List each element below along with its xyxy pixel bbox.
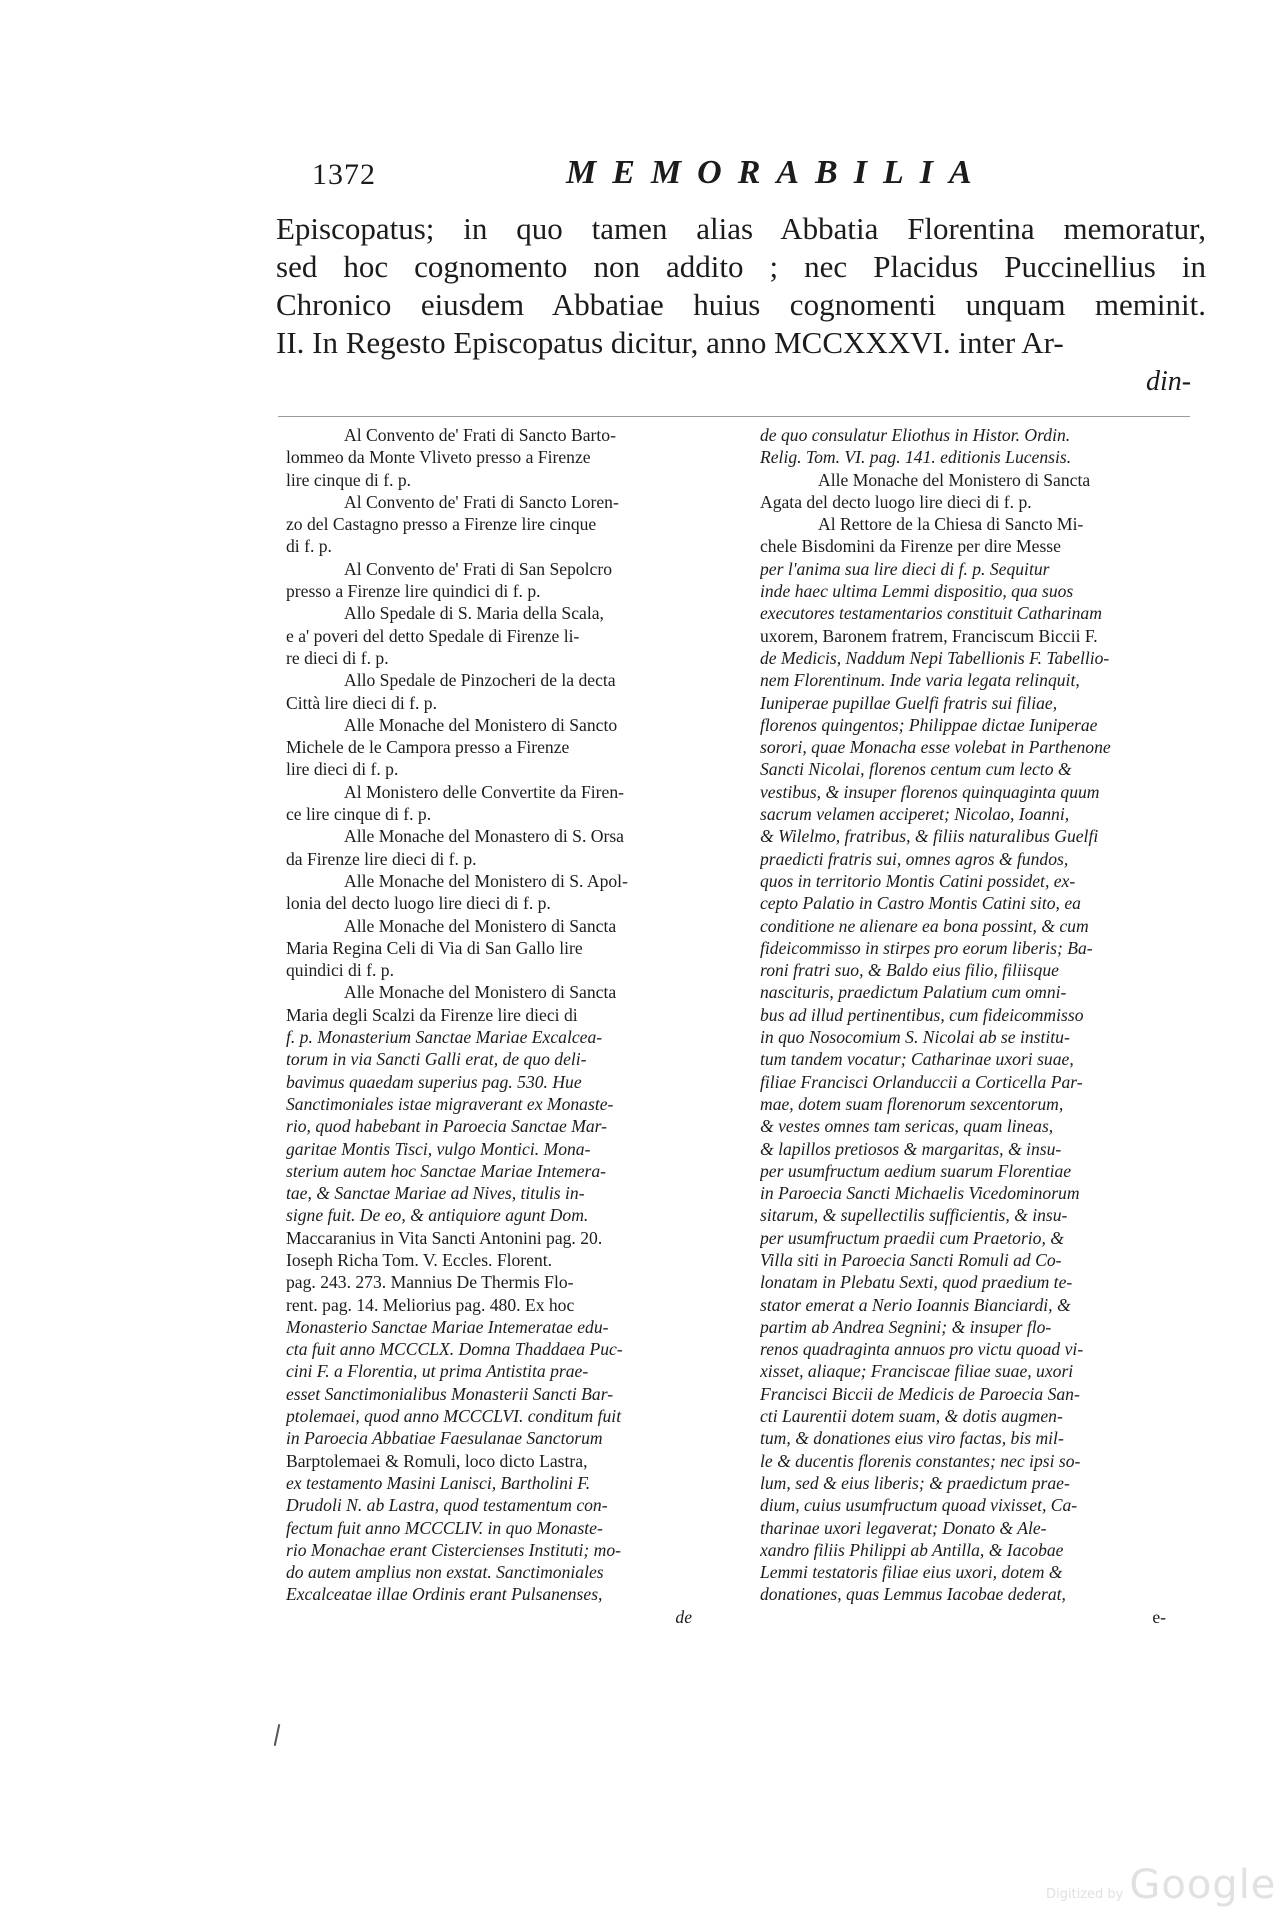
footnote-line: Iuniperae pupillae Guelfi fratris sui filiae,	[760, 692, 1058, 713]
footnote-line: Barptolemaei & Romuli, loco dicto Lastra,	[286, 1450, 588, 1471]
footnote-line: vestibus, & insuper florenos quinquaginta quum	[760, 781, 1100, 802]
footnote-line: donationes, quas Lemmus Iacobae dederat,	[760, 1584, 1066, 1605]
footnote-line: da Firenze lire dieci di f. p.	[286, 848, 477, 869]
page-number: 1372	[312, 158, 376, 191]
footnote-line: tharinae uxori legaverat; Donato & Ale-	[760, 1517, 1047, 1538]
footnote-line: & vestes omnes tam sericas, quam lineas,	[760, 1116, 1054, 1137]
footnote-line: mae, dotem suam florenorum sexcentorum,	[760, 1093, 1064, 1114]
footnote-line: Monasterio Sanctae Mariae Intemeratae edu-	[286, 1316, 609, 1337]
footnote-line: le & ducentis florenis constantes; nec ipsi so-	[760, 1450, 1081, 1471]
footnote-line: de Medicis, Naddum Nepi Tabellionis F. Tabellio-	[760, 647, 1110, 668]
footnote-line: roni fratri suo, & Baldo eius filio, filiisque	[760, 960, 1059, 981]
footnote-line: garitae Montis Tisci, vulgo Montici. Mona-	[286, 1138, 591, 1159]
footnote-line: Città lire dieci di f. p.	[286, 692, 437, 713]
footnote-line: partim ab Andrea Segnini; & insuper flo-	[760, 1316, 1052, 1337]
footnote-line: de	[675, 1606, 692, 1627]
footnote-line: tum tandem vocatur; Catharinae uxori suae,	[760, 1049, 1074, 1070]
footnote-line: zo del Castagno presso a Firenze lire cinque	[286, 514, 597, 535]
footnote-line: sorori, quae Monacha esse volebat in Parthenone	[760, 737, 1111, 758]
main-text-line: sed hoc cognomento non addito ; nec Placidus Puccinellius in	[276, 249, 1206, 284]
footnote-line: in Paroecia Sancti Michaelis Vicedominorum	[760, 1183, 1080, 1204]
footnote-line: tum, & donationes eius viro factas, bis mil-	[760, 1428, 1064, 1449]
footnote-line: fideicommisso in stirpes pro eorum liberis; Ba-	[760, 937, 1093, 958]
footnote-line: Villa siti in Paroecia Sancti Romuli ad Co-	[760, 1249, 1062, 1270]
scan-watermark	[1046, 1862, 1276, 1908]
footnote-line: Al Convento de' Frati di Sancto Loren-	[344, 491, 619, 512]
footnote-line: e a' poveri del detto Spedale di Firenze li-	[286, 625, 580, 646]
footnote-line: Alle Monache del Monistero di Sancta	[344, 982, 617, 1003]
footnote-line: e-	[1152, 1606, 1166, 1627]
footnote-line: Alle Monache del Monistero di Sancto	[344, 714, 618, 735]
footnote-line: quindici di f. p.	[286, 960, 394, 981]
footnote-line: Maria Regina Celi di Via di San Gallo lire	[286, 937, 583, 958]
footnote-line: di f. p.	[286, 536, 332, 557]
footnote-line: & Wilelmo, fratribus, & filiis naturalibus Guelfi	[760, 826, 1099, 847]
footnote-line: Sanctimoniales istae migraverant ex Monaste-	[286, 1093, 614, 1114]
footnote-line: signe fuit. De eo, & antiquiore agunt Dom.	[286, 1205, 589, 1226]
footnote-line: do autem amplius non exstat. Sanctimoniales	[286, 1562, 604, 1583]
footnote-line: bus ad illud pertinentibus, cum fideicommisso	[760, 1004, 1084, 1025]
footnote-line: per usumfructum praedii cum Praetorio, &	[760, 1227, 1064, 1248]
footnote-line: chele Bisdomini da Firenze per dire Messe	[760, 536, 1061, 557]
main-text-line: Chronico eiusdem Abbatiae huius cognomenti unquam meminit.	[276, 287, 1206, 322]
footnote-line: cta fuit anno MCCCLX. Domna Thaddaea Puc-	[286, 1339, 623, 1360]
footnote-line: fectum fuit anno MCCCLIV. in quo Monaste-	[286, 1517, 603, 1538]
footnote-line: xandro filiis Philippi ab Antilla, & Iacobae	[760, 1539, 1064, 1560]
footnote-line: Al Rettore de la Chiesa di Sancto Mi-	[818, 514, 1084, 535]
footnote-line: Agata del decto luogo lire dieci di f. p.	[760, 491, 1032, 512]
footnote-line: filiae Francisci Orlanduccii a Corticella Par-	[760, 1071, 1083, 1092]
footnote-line: in Paroecia Abbatiae Faesulanae Sanctorum	[286, 1428, 603, 1449]
footnote-line: lire dieci di f. p.	[286, 759, 399, 780]
footnote-line: ptolemaei, quod anno MCCCLVI. conditum fuit	[286, 1406, 622, 1427]
footnote-line: re dieci di f. p.	[286, 647, 389, 668]
footnote-line: lonia del decto luogo lire dieci di f. p.	[286, 893, 551, 914]
footnote-line: Relig. Tom. VI. pag. 141. editionis Lucensis.	[760, 447, 1072, 468]
footnote-line: tae, & Sanctae Mariae ad Nives, titulis in-	[286, 1183, 585, 1204]
footnote-line: Alle Monache del Monastero di S. Orsa	[344, 826, 624, 847]
footnote-line: sterium autem hoc Sanctae Mariae Intemera-	[286, 1160, 607, 1181]
footnote-divider	[278, 416, 1190, 417]
watermark-logo-text: Google	[1129, 1862, 1277, 1908]
footnote-line: bavimus quaedam superius pag. 530. Hue	[286, 1071, 582, 1092]
footnote-line: quos in territorio Montis Catini possidet, ex-	[760, 870, 1076, 891]
catchword: din-	[1146, 366, 1192, 397]
footnote-line: praedicti fratris sui, omnes agros & fundos,	[760, 848, 1069, 869]
footnote-line: Maria degli Scalzi da Firenze lire dieci di	[286, 1004, 578, 1025]
footnote-line: cini F. a Florentia, ut prima Antistita prae-	[286, 1361, 589, 1382]
footnote-line: Sancti Nicolai, florenos centum cum lecto &	[760, 759, 1072, 780]
footnote-line: torum in via Sancti Galli erat, de quo deli-	[286, 1049, 587, 1070]
footnote-line: lonatam in Plebatu Sexti, quod praedium te-	[760, 1272, 1073, 1293]
footnote-line: conditione ne alienare ea bona possint, & cum	[760, 915, 1089, 936]
footnote-line: ce lire cinque di f. p.	[286, 804, 432, 825]
footnote-line: de quo consulatur Eliothus in Histor. Ordin.	[760, 425, 1071, 445]
main-text-line: II. In Regesto Episcopatus dicitur, anno MCCXXXVI. inter Ar-	[276, 325, 1064, 360]
footnote-line: sacrum velamen acciperet; Nicolao, Ioanni,	[760, 804, 1070, 825]
footnote-line: sitarum, & supellectilis sufficientis, & insu-	[760, 1205, 1068, 1226]
main-text-block	[276, 210, 1206, 362]
footnote-line: Al Convento de' Frati di San Sepolcro	[344, 558, 613, 579]
footnote-line: Drudoli N. ab Lastra, quod testamentum con-	[286, 1495, 608, 1516]
footnote-line: rio, quod habebant in Paroecia Sanctae Mar-	[286, 1116, 608, 1137]
footnote-line: esset Sanctimonialibus Monasterii Sancti Bar-	[286, 1383, 614, 1404]
scan-artifact	[274, 1724, 281, 1746]
footnote-line: nem Florentinum. Inde varia legata relinquit,	[760, 670, 1080, 691]
footnote-line: inde haec ultima Lemmi dispositio, qua suos	[760, 581, 1074, 602]
footnote-line: f. p. Monasterium Sanctae Mariae Excalcea-	[286, 1027, 603, 1048]
watermark-small-text: Digitized by	[1046, 1887, 1124, 1902]
footnote-line: Alle Monache del Monistero di S. Apol-	[344, 870, 628, 891]
footnote-line: per l'anima sua lire dieci di f. p. Sequitur	[760, 558, 1050, 579]
footnote-left-column	[286, 424, 732, 1628]
footnote-line: in quo Nosocomium S. Nicolai ab se institu-	[760, 1027, 1070, 1048]
footnote-line: lommeo da Monte Vliveto presso a Firenze	[286, 447, 591, 468]
footnote-line: xisset, aliaque; Franciscae filiae suae, uxori	[760, 1361, 1074, 1382]
footnote-line: rio Monachae erant Cistercienses Instituti; mo-	[286, 1539, 622, 1560]
footnote-line: executores testamentarios constituit Catharinam	[760, 603, 1102, 624]
footnote-line: rent. pag. 14. Meliorius pag. 480. Ex hoc	[286, 1294, 575, 1315]
footnote-line: Lemmi testatoris filiae eius uxori, dotem &	[760, 1562, 1063, 1583]
footnote-line: Allo Spedale de Pinzocheri de la decta	[344, 670, 616, 691]
footnote-line: per usumfructum aedium suarum Florentiae	[760, 1160, 1072, 1181]
footnote-line: lire cinque di f. p.	[286, 469, 412, 490]
footnote-right-column	[760, 424, 1206, 1628]
footnote-line: Allo Spedale di S. Maria della Scala,	[344, 603, 604, 624]
footnote-line: lum, sed & eius liberis; & praedictum prae-	[760, 1472, 1070, 1493]
footnote-line: cti Laurentii dotem suam, & dotis augmen-	[760, 1406, 1063, 1427]
footnote-line: Michele de le Campora presso a Firenze	[286, 737, 570, 758]
footnote-line: stator emerat a Nerio Ioannis Bianciardi, &	[760, 1294, 1071, 1315]
footnote-line: Excalceatae illae Ordinis erant Pulsanenses,	[286, 1584, 603, 1605]
footnote-line: Al Convento de' Frati di Sancto Barto-	[344, 425, 616, 445]
footnote-line: Francisci Biccii de Medicis de Paroecia San-	[760, 1383, 1080, 1404]
footnote-line: renos quadraginta annuos pro victu quoad vi-	[760, 1339, 1084, 1360]
footnote-line: pag. 243. 273. Mannius De Thermis Flo-	[286, 1272, 574, 1293]
running-title: MEMORABILIA	[566, 154, 988, 191]
footnote-line: Ioseph Richa Tom. V. Eccles. Florent.	[286, 1249, 553, 1270]
footnote-line: cepto Palatio in Castro Montis Catini sito, ea	[760, 893, 1081, 914]
footnote-line: & lapillos pretiosos & margaritas, & insu-	[760, 1138, 1062, 1159]
footnote-line: Alle Monache del Monistero di Sancta	[818, 469, 1091, 490]
footnote-line: florenos quingentos; Philippae dictae Iuniperae	[760, 714, 1098, 735]
footnote-line: Alle Monache del Monistero di Sancta	[344, 915, 617, 936]
footnote-line: Maccaranius in Vita Sancti Antonini pag. 20.	[286, 1227, 603, 1248]
footnote-line: uxorem, Baronem fratrem, Franciscum Biccii F.	[760, 625, 1098, 646]
footnote-line: ex testamento Masini Lanisci, Bartholini F.	[286, 1472, 591, 1493]
footnote-line: nascituris, praedictum Palatium cum omni-	[760, 982, 1067, 1003]
footnote-line: presso a Firenze lire quindici di f. p.	[286, 581, 541, 602]
main-text-line: Episcopatus; in quo tamen alias Abbatia Florentina memoratur,	[276, 211, 1206, 246]
footnote-line: dium, cuius usumfructum quoad vixisset, Ca-	[760, 1495, 1078, 1516]
footnote-line: Al Monistero delle Convertite da Firen-	[344, 781, 624, 802]
